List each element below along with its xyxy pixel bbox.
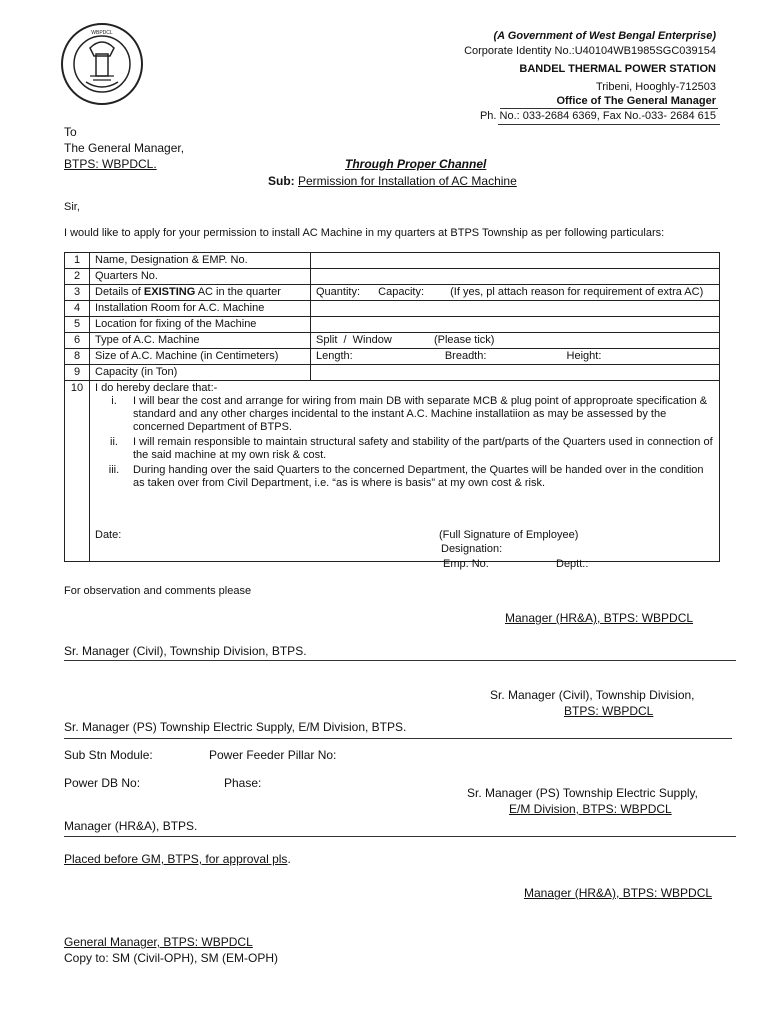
row-number: 6	[65, 333, 90, 349]
signature-label: (Full Signature of Employee)	[439, 529, 579, 541]
ac-type-field[interactable]	[311, 333, 720, 349]
table-row	[65, 349, 720, 365]
phone-line: Ph. No.: 033-2684 6369, Fax No.-033- 2684 615	[479, 110, 716, 122]
ac-size-field[interactable]	[311, 349, 720, 365]
declaration-item: ii. I will remain responsible to maintain structural safety and stability of the part/parts of the Quarters used in connection of the said machine at my own risk & cost.	[110, 436, 713, 461]
copy-to-line: Copy to: SM (Civil-OPH), SM (EM-OPH)	[64, 951, 279, 965]
to-label: To	[64, 125, 77, 139]
table-row	[65, 333, 720, 349]
row-label: Details of EXISTING AC in the quarter	[90, 285, 311, 301]
section-rule	[64, 738, 732, 739]
breadth-label: Breadth:	[444, 350, 487, 362]
row-number: 2	[65, 269, 90, 285]
observation-note: For observation and comments please	[64, 585, 252, 597]
addressee-org: BTPS: WBPDCL.	[64, 157, 157, 171]
row-value-field[interactable]	[311, 317, 720, 333]
designation-label: Designation:	[441, 543, 503, 555]
height-label: Height:	[566, 350, 602, 362]
row-number: 8	[65, 349, 90, 365]
feeder-pillar-label: Power Feeder Pillar No:	[209, 748, 337, 762]
table-row	[65, 317, 720, 333]
civil-signature: Sr. Manager (Civil), Township Division,	[490, 688, 695, 702]
row-number: 5	[65, 317, 90, 333]
deptt-label: Deptt.:	[556, 558, 589, 570]
row-label: Installation Room for A.C. Machine	[90, 301, 311, 317]
civil-signature-org: BTPS: WBPDCL	[564, 704, 654, 718]
section-rule	[64, 660, 736, 661]
header-rule	[500, 108, 718, 109]
subject-prefix: Sub:	[268, 174, 298, 188]
civil-addressee: Sr. Manager (Civil), Township Division, BTPS.	[64, 644, 307, 658]
hra-manager-signature-2: Manager (HR&A), BTPS: WBPDCL	[524, 886, 713, 900]
placed-before-gm: Placed before GM, BTPS, for approval pls.	[64, 852, 291, 866]
ps-signature-org: E/M Division, BTPS: WBPDCL	[509, 802, 672, 816]
existing-ac-field[interactable]	[311, 285, 720, 301]
row-value-field[interactable]	[311, 301, 720, 317]
quantity-label: Quantity:	[316, 286, 361, 298]
table-row	[65, 301, 720, 317]
table-row	[65, 365, 720, 381]
please-tick-note: (Please tick)	[433, 334, 495, 346]
row-label: Name, Designation & EMP. No.	[90, 253, 311, 269]
phase-label: Phase:	[224, 776, 262, 790]
section-rule	[64, 836, 736, 837]
declaration-item: i. I will bear the cost and arrange for wiring from main DB with separate MCB & plug point of approproate specification & standard and any other charges incidental to the instant A.C. Machine installatiion as may be assessed by the concerned Department of BTPS.	[111, 395, 708, 433]
power-db-label: Power DB No:	[64, 776, 141, 790]
row-label: Type of A.C. Machine	[90, 333, 311, 349]
row-label: Capacity (in Ton)	[90, 365, 311, 381]
row-number: 9	[65, 365, 90, 381]
declaration-cell	[90, 381, 720, 570]
svg-text:WBPDCL: WBPDCL	[91, 30, 113, 36]
row-value-field[interactable]	[311, 365, 720, 381]
row-label: Quarters No.	[90, 269, 311, 285]
capacity-label: Capacity:	[378, 286, 425, 298]
table-row	[65, 253, 720, 269]
wbpdcl-seal-logo	[60, 22, 144, 106]
gm-line: General Manager, BTPS: WBPDCL	[64, 935, 253, 949]
addressee-name: The General Manager,	[64, 141, 185, 155]
ps-addressee: Sr. Manager (PS) Township Electric Supply, E/M Division, BTPS.	[64, 720, 407, 734]
declaration-lead: I do hereby declare that:-	[95, 382, 218, 394]
subject-text: Permission for Installation of AC Machine	[298, 174, 517, 188]
row-label: Size of A.C. Machine (in Centimeters)	[90, 349, 311, 365]
table-row-declaration	[65, 381, 720, 562]
row-label: Location for fixing of the Machine	[90, 317, 311, 333]
enterprise-line: (A Government of West Bengal Enterprise)	[493, 30, 716, 42]
hra-addressee: Manager (HR&A), BTPS.	[64, 819, 198, 833]
table-row	[65, 269, 720, 285]
emp-no-label: Emp. No.	[443, 558, 489, 570]
table-row	[65, 285, 720, 301]
station-name: BANDEL THERMAL POWER STATION	[519, 63, 716, 75]
row-number: 1	[65, 253, 90, 269]
date-label: Date:	[95, 529, 122, 541]
hra-manager-signature: Manager (HR&A), BTPS: WBPDCL	[505, 611, 694, 625]
particulars-table	[64, 252, 720, 570]
row-number: 4	[65, 301, 90, 317]
row-number: 10	[65, 381, 90, 562]
row-number: 3	[65, 285, 90, 301]
office-line: Office of The General Manager	[556, 95, 716, 107]
through-proper-channel: Through Proper Channel	[345, 157, 487, 171]
cin-line: Corporate Identity No.:U40104WB1985SGC039154	[464, 45, 716, 57]
address-line: Tribeni, Hooghly-712503	[595, 81, 716, 93]
intro-paragraph: I would like to apply for your permission to install AC Machine in my quarters at BTPS Township as per following particulars:	[64, 227, 665, 239]
sub-stn-label: Sub Stn Module:	[64, 748, 153, 762]
row-value-field[interactable]	[311, 253, 720, 269]
declaration-item: iii. During handing over the said Quarters to the concerned Department, the Quartes will be handed over in the condition as taken over from Civil Department, i.e. “as is where is basis” at my own cost & risk.	[108, 464, 704, 489]
subject-line	[268, 174, 517, 188]
length-label: Length:	[316, 350, 353, 362]
extra-ac-note: (If yes, pl attach reason for requirement of extra AC)	[450, 286, 704, 298]
row-value-field[interactable]	[311, 269, 720, 285]
header-rule-bottom	[498, 124, 720, 125]
ps-signature: Sr. Manager (PS) Township Electric Supply,	[467, 786, 698, 800]
ac-type-options: Split / Window	[316, 334, 392, 346]
salutation: Sir,	[64, 201, 80, 213]
